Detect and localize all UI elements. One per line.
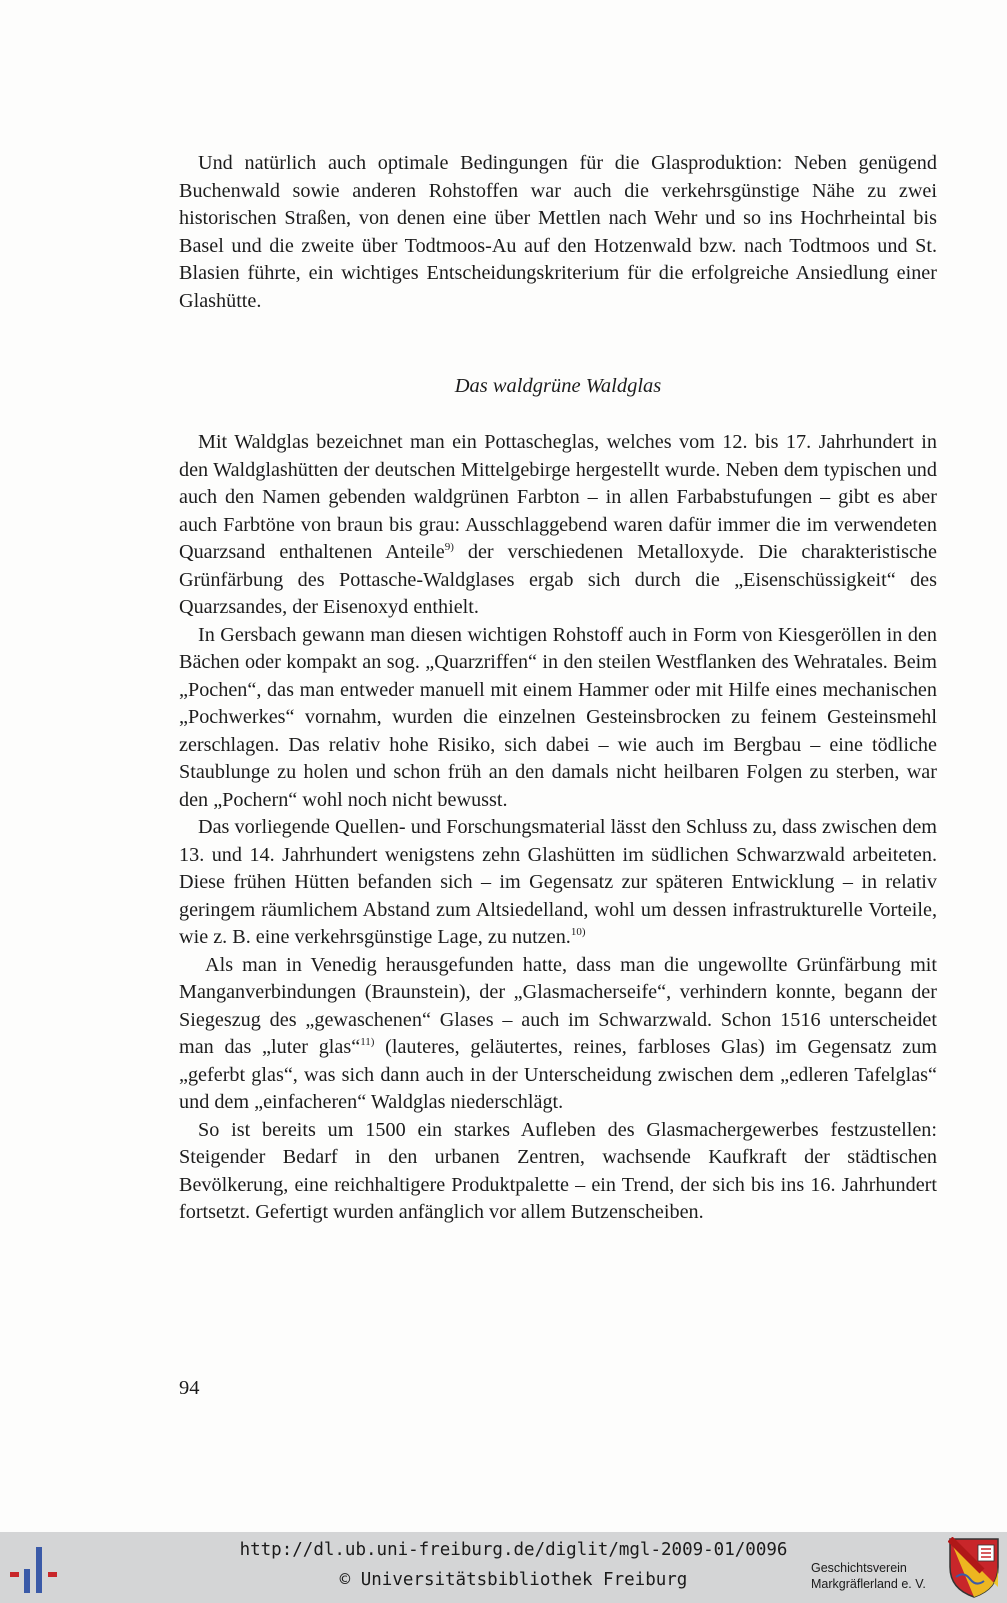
footnote-ref: 10) — [570, 926, 586, 938]
coat-of-arms-icon — [948, 1537, 1000, 1599]
paragraph-text: der verschiedenen Metalloxyde. Die charakteristische Grünfärbung des Pottasche-Waldglases ergab sich durch die „Eisenschüssigkeit“ des Quarzsandes, der Eisenoxyd enthielt. — [179, 541, 937, 618]
footnote-ref: 9) — [444, 541, 454, 553]
paragraph-text: Als man in Venedig herausgefunden hatte, dass man die ungewollte Grünfärbung mit Manganverbindungen (Braunstein), der „Glasmacherseife“, verhindern konnte, begann der Siegeszug des „gewaschenen“ Glases – auch im Schwarzwald. Schon 1516 unterscheidet man das „luter glas“ — [179, 953, 937, 1058]
paragraph-text: Das vorliegende Quellen- und Forschungsmaterial lässt den Schluss zu, dass zwischen dem 13. und 14. Jahrhundert wenigstens zehn Glashütten im südlichen Schwarzwald arbeiteten. Diese frühen Hütten befanden sich – im Gegensatz zur späteren Entwicklung – in relativ geringem räumlichem Abstand zum Altsiedelland, wohl um dessen infrastrukturelle Vorteile, wie z. B. eine verkehrsgünstige Lage, zu nutzen. — [179, 816, 937, 948]
copyright-notice: © Universitätsbibliothek Freiburg — [339, 1570, 688, 1590]
paragraph — [179, 429, 937, 622]
paragraph — [179, 622, 937, 815]
intro-paragraph-block — [179, 150, 937, 315]
paragraph — [179, 150, 937, 315]
page-number: 94 — [179, 1377, 200, 1399]
paragraph-text: Mit Waldglas bezeichnet man ein Pottascheglas, welches vom 12. bis 17. Jahrhundert in den Waldglashütten der deutschen Mittelgebirge hergestellt wurde. Neben dem typischen und auch den Namen gebenden waldgrünen Farbton – in allen Farbabstufungen – gibt es aber auch Farbtöne von braun bis grau: Ausschlaggebend waren dafür immer die im verwendeten Quarzsand enthaltenen Anteile — [179, 431, 937, 563]
society-name — [811, 1560, 941, 1592]
permalink-url[interactable]: http://dl.ub.uni-freiburg.de/diglit/mgl-2009-01/0096 — [239, 1540, 788, 1560]
paragraph-text: (lauteres, geläutertes, reines, farbloses Glas) im Gegensatz zum „geferbt glas“, was sich dann auch in der Unterscheidung zwischen dem „edleren Tafelglas“ und dem „einfacheren“ Waldglas niederschlägt. — [179, 1036, 937, 1113]
section-heading: Das waldgrüne Waldglas — [454, 375, 662, 397]
society-name-line: Markgräflerland e. V. — [811, 1577, 926, 1591]
paragraph-text: So ist bereits um 1500 ein starkes Aufleben des Glasmachergewerbes festzustellen: Steigender Bedarf in den urbanen Zentren, wachsende Kaufkraft der städtischen Bevölkerung, eine reichhaltigere Produktpalette – ein Trend, der sich bis ins 16. Jahrhundert fortsetzt. Gefertigt wurden anfänglich vor allem Butzenscheiben. — [179, 1118, 937, 1223]
paragraph-text: In Gersbach gewann man diesen wichtigen Rohstoff auch in Form von Kiesgeröllen in den Bächen oder kompakt an sog. „Quarzriffen“ in den steilen Westflanken des Wehratales. Beim „Pochen“, das man entweder manuell mit einem Hammer oder mit Hilfe eines mechanischen „Pochwerkes“ vornahm, wurden die einzelnen Gesteinsbrocken zu feinem Gesteinsmehl zerschlagen. Das relativ hohe Risiko, sich dabei – wie auch im Bergbau – eine tödliche Staublunge zu holen und schon früh an den damals nicht heilbaren Folgen zu sterben, war den „Pochern“ wohl noch nicht bewusst. — [179, 623, 937, 811]
body-text — [179, 429, 937, 1227]
paragraph — [179, 952, 937, 1117]
paragraph — [179, 1117, 937, 1227]
society-name-line: Geschichtsverein — [811, 1561, 907, 1575]
footnote-ref: 11) — [360, 1036, 375, 1048]
footer-bar — [0, 1532, 1007, 1603]
paragraph — [179, 814, 937, 952]
paragraph-text: Und natürlich auch optimale Bedingungen für die Glasproduktion: Neben genügend Buchenwald sowie anderen Rohstoffen war auch die verkehrsgünstige Nähe zu zwei historischen Straßen, von denen eine über Mettlen nach Wehr und so ins Hochrheintal bis Basel und die zweite über Todtmoos-Au auf den Hotzenwald bzw. nach Todtmoos und St. Blasien führte, ein wichtiges Entscheidungskriterium für die erfolgreiche Ansiedlung einer Glashütte. — [179, 152, 937, 312]
